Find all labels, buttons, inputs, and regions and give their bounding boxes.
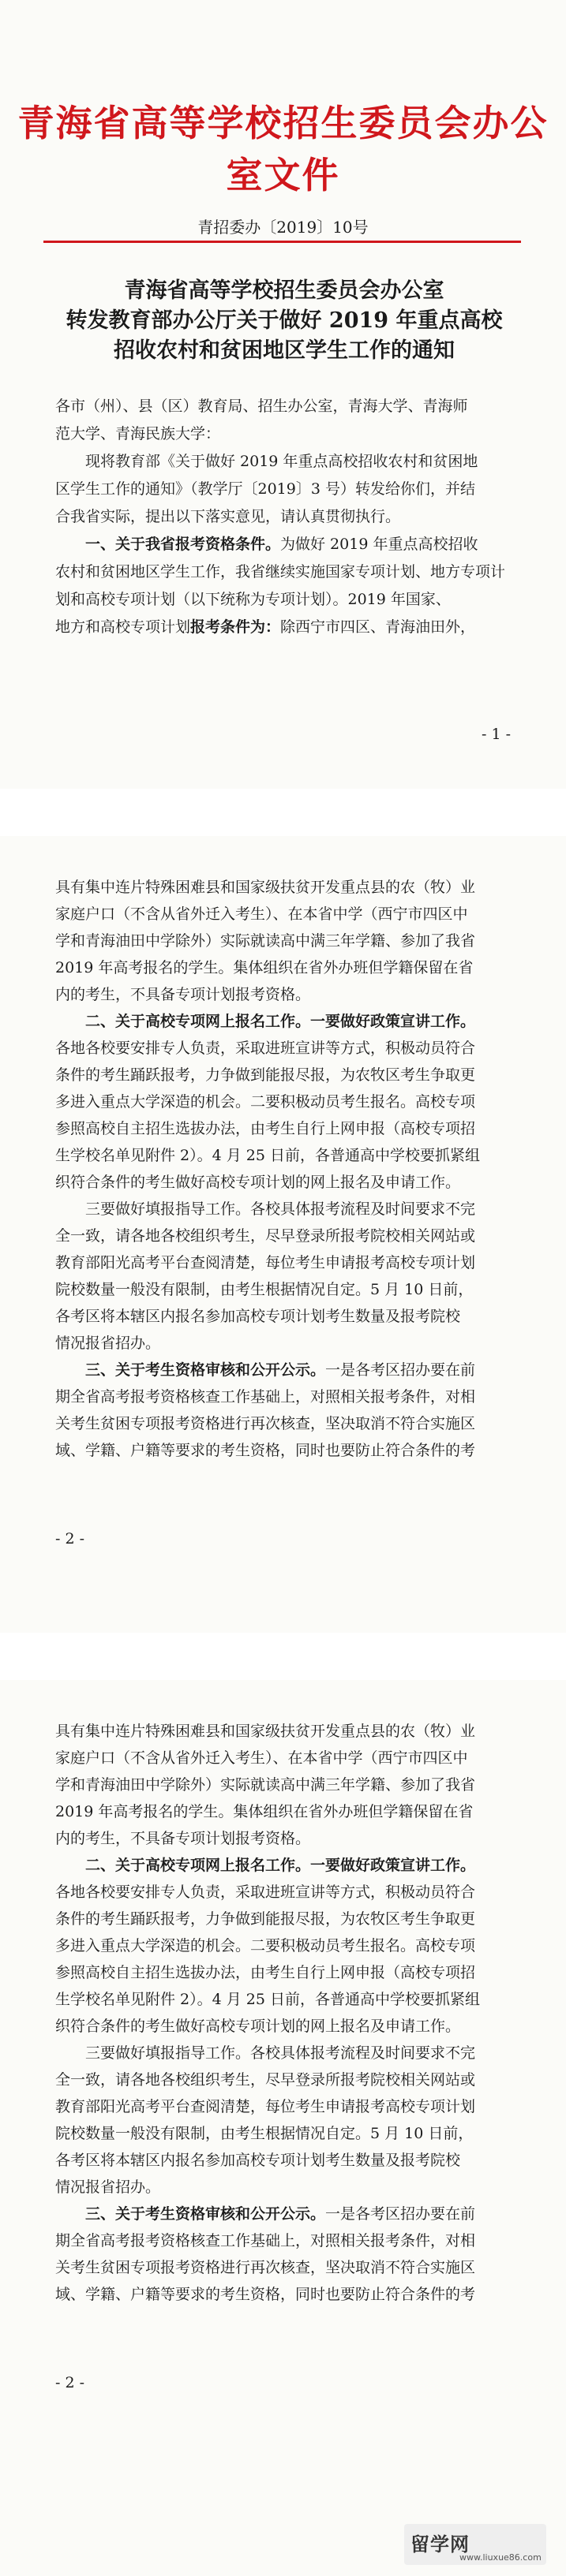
section-1-bold-text: 报考条件为： (190, 618, 281, 636)
watermark-url: www.liuxue86.com (459, 2552, 542, 2563)
section-2-line: 多进入重点大学深造的机会。二要积极动员考生报名。高校专项 (55, 1937, 476, 1954)
intro-line: 内的考生，不具备专项计划报考资格。 (55, 1830, 311, 1847)
notice-title-line: 招收农村和贫困地区学生工作的通知 (114, 338, 455, 363)
section-1-text: 除西宁市四区、青海油田外， (280, 618, 476, 636)
section-2-text: 一要做好政策宣讲工作。 (310, 1013, 476, 1030)
section-2-line: 情况报省招办。 (55, 1335, 161, 1352)
section-1-first-line (85, 532, 478, 554)
section-2-line: 织符合条件的考生做好高校专项计划的网上报名及申请工作。 (55, 2018, 461, 2035)
section-1-text: 地方和高校专项计划 (55, 618, 191, 636)
section-3-line: 期全省高考报考资格核查工作基础上，对照相关报考条件，对相 (55, 2232, 476, 2249)
intro-line: 家庭户口（不含从省外迁入考生）、在本省中学（西宁市四区中 (55, 905, 468, 923)
section-3-first-line (85, 1358, 475, 1379)
section-2-line: 生学校名单见附件 2）。4 月 25 日前，各普通高中学校要抓紧组 (55, 1991, 481, 2008)
section-2-line: 生学校名单见附件 2）。4 月 25 日前，各普通高中学校要抓紧组 (55, 1147, 481, 1164)
section-2-line: 各考区将本辖区内报名参加高校专项计划考生数量及报考院校 (55, 2152, 461, 2169)
document-page-2 (0, 836, 566, 1633)
section-2-line: 条件的考生踊跃报考，力争做到能报尽报，为农牧区考生争取更 (55, 1910, 476, 1928)
section-2-line: 全一致，请各地各校组织考生，尽早登录所报考院校相关网站或 (55, 2071, 476, 2089)
document-page-1 (0, 0, 566, 789)
section-2-first-line (85, 1010, 475, 1031)
section-3-heading: 三、关于考生资格审核和公开公示。 (85, 2205, 326, 2223)
section-2-line: 三要做好填报指导工作。各校具体报考流程及时间要求不完 (85, 1200, 476, 1218)
intro-line: 内的考生，不具备专项计划报考资格。 (55, 986, 311, 1003)
intro-line: 学和青海油田中学除外）实际就读高中满三年学籍、参加了我省 (55, 932, 476, 950)
section-3-line: 关考生贫困专项报考资格进行再次核查，坚决取消不符合实施区 (55, 1415, 476, 1432)
document-number: 青招委办〔2019〕10号 (197, 218, 369, 237)
section-3-text: 一是各考区招办要在前 (325, 1361, 476, 1379)
intro-line: 2019 年高考报名的学生。集体组织在省外办班但学籍保留在省 (55, 1803, 474, 1820)
watermark-text: 留学网 (410, 2533, 470, 2555)
intro-line: 家庭户口（不含从省外迁入考生）、在本省中学（西宁市四区中 (55, 1749, 468, 1767)
notice-title-line: 青海省高等学校招生委员会办公室 (124, 278, 444, 303)
section-2-text: 一要做好政策宣讲工作。 (310, 1857, 476, 1874)
intro-line: 具有集中连片特殊困难县和国家级扶贫开发重点县的农（牧）业 (55, 879, 476, 896)
document-header-title: 青海省高等学校招生委员会办公室文件 (17, 102, 549, 196)
section-2-line: 织符合条件的考生做好高校专项计划的网上报名及申请工作。 (55, 1174, 461, 1191)
page-number: - 1 - (481, 726, 511, 743)
intro-line: 合我省实际，提出以下落实意见，请认真贯彻执行。 (55, 508, 401, 525)
intro-line: 具有集中连片特殊困难县和国家级扶贫开发重点县的农（牧）业 (55, 1723, 476, 1740)
section-2-line: 各地各校要安排专人负责，采取进班宣讲等方式，积极动员符合 (55, 1883, 476, 1901)
section-2-heading: 二、关于高校专项网上报名工作。 (85, 1013, 311, 1030)
section-1-text: 为做好 2019 年重点高校招收 (280, 536, 478, 553)
addressee-line: 范大学、青海民族大学： (55, 425, 221, 442)
section-1-last-line (55, 615, 475, 637)
section-1-heading: 一、关于我省报考资格条件。 (85, 536, 281, 553)
section-2-line: 情况报省招办。 (55, 2178, 161, 2196)
section-3-line: 域、学籍、户籍等要求的考生资格，同时也要防止符合条件的考 (55, 2286, 476, 2303)
section-3-line: 关考生贫困专项报考资格进行再次核查，坚决取消不符合实施区 (55, 2259, 476, 2276)
header-divider (43, 241, 521, 243)
section-2-line: 条件的考生踊跃报考，力争做到能报尽报，为农牧区考生争取更 (55, 1066, 476, 1084)
section-2-line: 多进入重点大学深造的机会。二要积极动员考生报名。高校专项 (55, 1093, 476, 1111)
section-2-line: 参照高校自主招生选拔办法，由考生自行上网申报（高校专项招 (55, 1964, 476, 1981)
section-1-line: 农村和贫困地区学生工作，我省继续实施国家专项计划、地方专项计 (55, 563, 506, 581)
section-2-line: 三要做好填报指导工作。各校具体报考流程及时间要求不完 (85, 2044, 476, 2062)
section-2-line: 院校数量一般没有限制，由考生根据情况自定。5 月 10 日前， (55, 1281, 474, 1298)
section-2-first-line (85, 1854, 475, 1875)
section-3-first-line (85, 2202, 475, 2223)
section-2-heading: 二、关于高校专项网上报名工作。 (85, 1857, 311, 1874)
section-2-line: 教育部阳光高考平台查阅清楚，每位考生申请报考高校专项计划 (55, 1254, 476, 1271)
addressee-line: 各市（州）、县（区）教育局、招生办公室，青海大学、青海师 (55, 398, 468, 415)
section-3-text: 一是各考区招办要在前 (325, 2205, 476, 2223)
section-3-line: 域、学籍、户籍等要求的考生资格，同时也要防止符合条件的考 (55, 1442, 476, 1459)
section-2-line: 全一致，请各地各校组织考生，尽早登录所报考院校相关网站或 (55, 1227, 476, 1245)
section-2-line: 各考区将本辖区内报名参加高校专项计划考生数量及报考院校 (55, 1308, 461, 1325)
page-number: - 2 - (55, 1530, 85, 1547)
notice-title-line: 转发教育部办公厅关于做好 2019 年重点高校 (66, 308, 503, 333)
document-page-3 (0, 1680, 566, 2576)
section-2-line: 参照高校自主招生选拔办法，由考生自行上网申报（高校专项招 (55, 1120, 476, 1137)
intro-line: 2019 年高考报名的学生。集体组织在省外办班但学籍保留在省 (55, 959, 474, 976)
section-2-line: 教育部阳光高考平台查阅清楚，每位考生申请报考高校专项计划 (55, 2098, 476, 2115)
section-2-line: 院校数量一般没有限制，由考生根据情况自定。5 月 10 日前， (55, 2125, 474, 2142)
page-number: - 2 - (55, 2374, 85, 2391)
watermark-logo (404, 2524, 546, 2565)
intro-line: 现将教育部《关于做好 2019 年重点高校招收农村和贫困地 (85, 453, 478, 470)
notice-title (55, 276, 513, 366)
intro-line: 区学生工作的通知》（教学厅〔2019〕3 号）转发给你们，并结 (55, 480, 475, 498)
section-3-heading: 三、关于考生资格审核和公开公示。 (85, 1361, 326, 1379)
section-1-line: 划和高校专项计划（以下统称为专项计划）。2019 年国家、 (55, 591, 451, 608)
section-3-line: 期全省高考报考资格核查工作基础上，对照相关报考条件，对相 (55, 1388, 476, 1406)
section-2-line: 各地各校要安排专人负责，采取进班宣讲等方式，积极动员符合 (55, 1040, 476, 1057)
intro-line: 学和青海油田中学除外）实际就读高中满三年学籍、参加了我省 (55, 1776, 476, 1794)
